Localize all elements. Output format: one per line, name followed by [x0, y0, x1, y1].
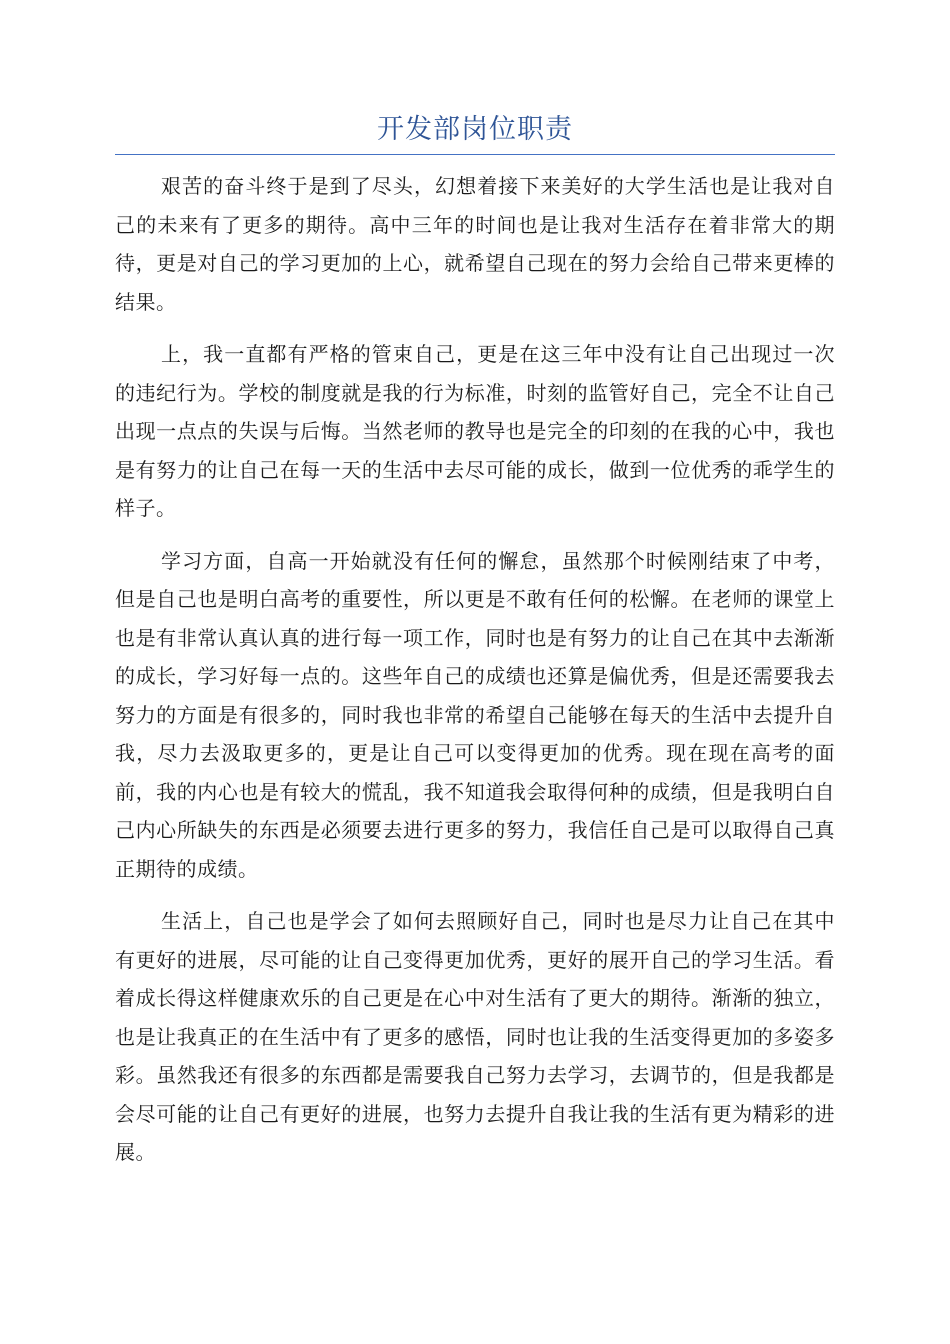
document-page: [115, 110, 835, 1186]
paragraph-2: 上，我一直都有严格的管束自己，更是在这三年中没有让自己出现过一次的违纪行为。学校的制度就是我的行为标准，时刻的监管好自己，完全不让自己出现一点点的失误与后悔。当然老师的教导也是完全的印刻的在我的心中，我也是有努力的让自己在每一天的生活中去尽可能的成长，做到一位优秀的乖学生的样子。: [115, 342, 835, 520]
title-underline: [115, 154, 835, 155]
paragraph-1: 艰苦的奋斗终于是到了尽头，幻想着接下来美好的大学生活也是让我对自己的未来有了更多的期待。高中三年的时间也是让我对生活存在着非常大的期待，更是对自己的学习更加的上心，就希望自己现在的努力会给自己带来更棒的结果。: [115, 174, 835, 314]
paragraph-4: 生活上，自己也是学会了如何去照顾好自己，同时也是尽力让自己在其中有更好的进展，尽可能的让自己变得更加优秀，更好的展开自己的学习生活。看着成长得这样健康欢乐的自己更是在心中对生活有了更大的期待。渐渐的独立，也是让我真正的在生活中有了更多的感悟，同时也让我的生活变得更加的多姿多彩。虽然我还有很多的东西都是需要我自己努力去学习，去调节的，但是我都是会尽可能的让自己有更好的进展，也努力去提升自我让我的生活有更为精彩的进展。: [115, 909, 835, 1164]
document-title: 开发部岗位职责: [377, 114, 573, 145]
paragraph-3: 学习方面，自高一开始就没有任何的懈怠，虽然那个时候刚结束了中考，但是自己也是明白高考的重要性，所以更是不敢有任何的松懈。在老师的课堂上也是有非常认真认真的进行每一项工作，同时也是有努力的让自己在其中去渐渐的成长，学习好每一点的。这些年自己的成绩也还算是偏优秀，但是还需要我去努力的方面是有很多的，同时我也非常的希望自己能够在每天的生活中去提升自我，尽力去汲取更多的，更是让自己可以变得更加的优秀。现在现在高考的面前，我的内心也是有较大的慌乱，我不知道我会取得何种的成绩，但是我明白自己内心所缺失的东西是必须要去进行更多的努力，我信任自己是可以取得自己真正期待的成绩。: [115, 548, 835, 881]
